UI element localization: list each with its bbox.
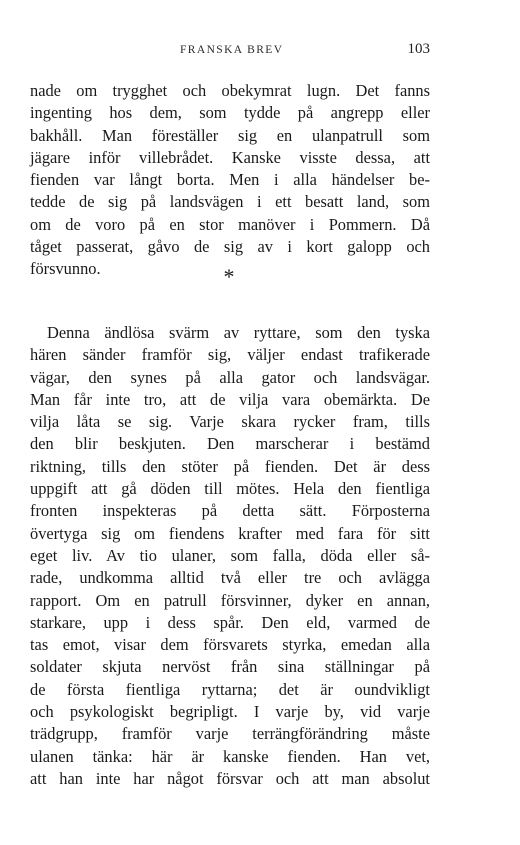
section-break-asterisk: * xyxy=(223,264,235,289)
text-line: trädgrupp, framför varje terrängförändring måste xyxy=(30,724,430,744)
text-line: Man får inte tro, att de vilja vara obemärkta. De xyxy=(30,389,430,409)
text-line: fronten inspekteras på detta sätt. Förposterna xyxy=(30,501,430,521)
text-line: jägare inför villebrådet. Kanske visste dessa, att xyxy=(30,147,430,167)
text-line: övertyga sig om fiendens krafter med fara för sitt xyxy=(30,523,430,543)
text-line: tas emot, visar dem försvarets styrka, emedan alla xyxy=(30,635,430,655)
running-title: FRANSKA BREV xyxy=(180,44,284,56)
text-line: ulanen tänka: här är kanske fienden. Han vet, xyxy=(30,746,430,766)
text-line: fienden var långt borta. Men i alla händelser be- xyxy=(30,170,430,190)
text-line: eget liv. Av tio ulaner, som falla, döda eller så- xyxy=(30,545,430,565)
text-line: nade om trygghet och obekymrat lugn. Det fanns xyxy=(30,81,430,100)
text-line: soldater skjuta nervöst från sina ställningar på xyxy=(30,657,430,677)
text-line: bakhåll. Man föreställer sig en ulanpatrull som xyxy=(30,125,430,145)
text-line: om de voro på en stor manöver i Pommern. Då xyxy=(30,214,430,234)
text-line: att han inte har något försvar och att man absolut xyxy=(30,768,430,788)
paragraph-continued xyxy=(30,80,430,281)
text-line: försvunno. xyxy=(30,259,101,279)
text-line: vilja låta se sig. Varje skara rycker fram, tills xyxy=(30,412,430,432)
running-header xyxy=(30,41,430,60)
paragraph-new xyxy=(30,322,430,790)
text-line: ingenting hos dem, som tydde på angrepp eller xyxy=(30,103,430,123)
text-line: tedde de sig på landsvägen i ett besatt land, som xyxy=(30,192,430,212)
text-line: riktning, tills den stöter på fienden. Det är dess xyxy=(30,456,430,476)
text-line: tåget passerat, gåvo de sig av i kort galopp och xyxy=(30,237,430,257)
text-line: den blir beskjuten. Den marscherar i bestämd xyxy=(30,434,430,454)
text-line: rade, undkomma alltid två eller tre och avlägga xyxy=(30,568,430,588)
text-line: och psykologiskt begripligt. I varje by, vid varje xyxy=(30,702,430,722)
text-line: de första fientliga ryttarna; det är oundvikligt xyxy=(30,679,430,699)
text-line: Denna ändlösa svärm av ryttare, som den tyska xyxy=(47,323,430,342)
text-line: uppgift att gå döden till mötes. Hela den fientliga xyxy=(30,479,430,499)
text-line: vägar, den synes på alla gator och landsvägar. xyxy=(30,367,430,387)
text-line: starkare, upp i dess spår. Den eld, varmed de xyxy=(30,612,430,632)
page-number: 103 xyxy=(407,41,430,57)
text-line: rapport. Om en patrull försvinner, dyker en annan, xyxy=(30,590,430,610)
text-line: hären sänder framför sig, väljer endast trafikerade xyxy=(30,345,430,365)
